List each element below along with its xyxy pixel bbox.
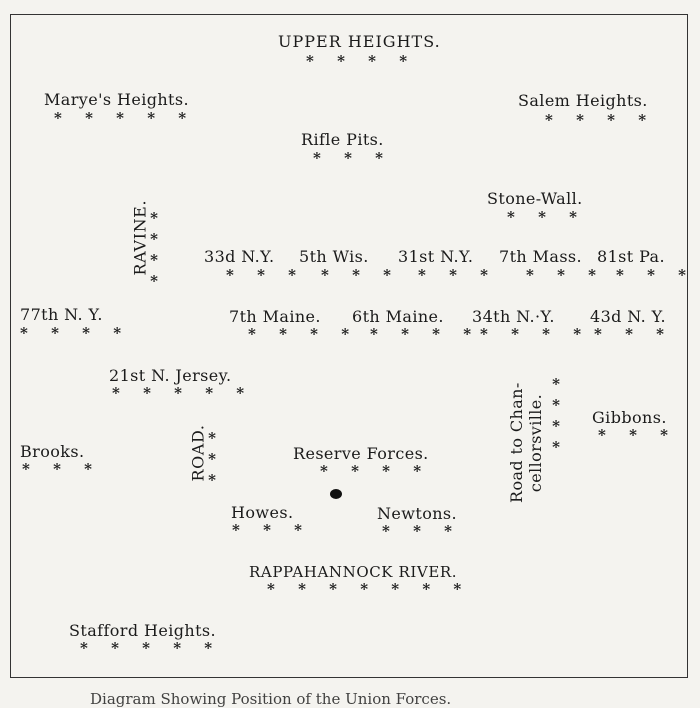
label-road-to-chancellorsville <box>507 383 545 503</box>
label-34th-ny: 34th N.·Y. <box>472 307 555 326</box>
label-21st-n-jersey: 21st N. Jersey. <box>109 366 232 385</box>
stars-newtons: * * * <box>382 522 461 540</box>
stars-81st-pa: * * * <box>616 266 695 284</box>
stars-6th-maine: * * * * <box>370 325 481 343</box>
stars-7th-mass: * * * <box>526 266 605 284</box>
stars-howes: * * * <box>232 521 311 539</box>
stars-ravine: * * * * <box>150 209 158 290</box>
stars-road: * * * <box>208 429 216 489</box>
stars-brooks: * * * <box>22 460 101 478</box>
label-road: ROAD. <box>188 424 208 482</box>
label-81st-pa: 81st Pa. <box>597 247 665 266</box>
label-ravine: RAVINE. <box>130 199 150 276</box>
stars-reserve-forces: * * * * <box>320 462 431 480</box>
stars-77th-ny: * * * * <box>20 324 131 342</box>
stars-upper-heights: * * * * <box>306 52 417 70</box>
label-gibbons: Gibbons. <box>592 408 667 427</box>
label-rappahannock-river: RAPPAHANNOCK RIVER. <box>249 563 458 581</box>
label-6th-maine: 6th Maine. <box>352 307 444 326</box>
label-stafford-heights: Stafford Heights. <box>69 621 216 640</box>
label-salem-heights: Salem Heights. <box>518 91 648 110</box>
position-marker-dot <box>330 489 342 499</box>
label-7th-maine: 7th Maine. <box>229 307 321 326</box>
stars-rifle-pits: * * * <box>313 149 392 167</box>
label-77th-ny: 77th N. Y. <box>20 305 103 324</box>
stars-33d-ny: * * * <box>226 266 305 284</box>
stars-34th-ny: * * * * <box>480 325 591 343</box>
label-reserve-forces: Reserve Forces. <box>293 444 429 463</box>
label-43d-ny: 43d N. Y. <box>590 307 667 326</box>
stars-7th-maine: * * * * <box>248 325 359 343</box>
label-maryes-heights: Marye's Heights. <box>44 90 189 109</box>
label-upper-heights: UPPER HEIGHTS. <box>278 32 441 51</box>
stars-gibbons: * * * <box>598 426 677 444</box>
label-33d-ny: 33d N.Y. <box>204 247 275 266</box>
stars-21st-n-jersey: * * * * * <box>112 384 254 402</box>
stars-road-to-chancellorsville: * * * * <box>552 375 560 456</box>
stars-rappahannock-river: * * * * * * * <box>267 580 471 598</box>
label-road-to-chancellorsville-line1: Road to Chan- <box>507 382 526 503</box>
stars-salem-heights: * * * * <box>545 111 656 129</box>
label-stone-wall: Stone-Wall. <box>487 189 583 208</box>
map-caption: Diagram Showing Position of the Union Forces. <box>90 690 452 708</box>
stars-maryes-heights: * * * * * <box>54 109 196 127</box>
label-7th-mass: 7th Mass. <box>499 247 583 266</box>
stars-stafford-heights: * * * * * <box>80 639 222 657</box>
label-brooks: Brooks. <box>20 442 85 461</box>
stars-stone-wall: * * * <box>507 208 586 226</box>
label-5th-wis: 5th Wis. <box>299 247 369 266</box>
label-howes: Howes. <box>231 503 294 522</box>
stars-31st-ny: * * * <box>418 266 497 284</box>
label-rifle-pits: Rifle Pits. <box>301 130 384 149</box>
label-31st-ny: 31st N.Y. <box>398 247 474 266</box>
label-newtons: Newtons. <box>377 504 458 523</box>
stars-43d-ny: * * * <box>594 325 673 343</box>
label-road-to-chancellorsville-line2: cellorsville. <box>526 393 545 493</box>
stars-5th-wis: * * * <box>321 266 400 284</box>
